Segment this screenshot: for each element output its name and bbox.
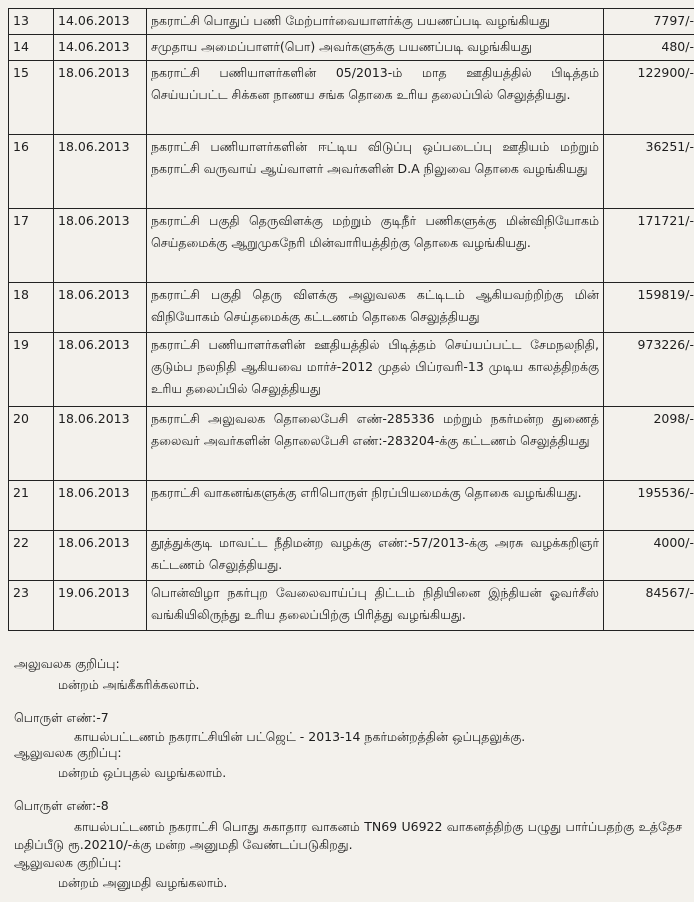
row-description: நகராட்சி பணியாளர்களின் 05/2013-ம் மாத ஊதியத்தில் பிடித்தம் செய்யப்பட்ட சிக்கன நாணய சங்க தொகை உரிய தலைப்பில் செலுத்தியது. xyxy=(147,61,604,135)
item-7-text: காயல்பட்டணம் நகராட்சியின் பட்ஜெட் - 2013-14 நகர்மன்றத்தின் ஒப்புதலுக்கு. xyxy=(74,729,526,744)
row-description: பொன்விழா நகர்புற வேலைவாய்ப்பு திட்டம் நிதியினை இந்தியன் ஓவர்சீஸ் வங்கியிலிருந்து உரிய தலைப்பிற்கு பிரித்து வழங்கியது. xyxy=(147,581,604,631)
row-number: 15 xyxy=(9,61,54,135)
row-description: தூத்துக்குடி மாவட்ட நீதிமன்ற வழக்கு எண்:-57/2013-க்கு அரசு வழக்கறிஞர் கட்டணம் செலுத்தியது. xyxy=(147,531,604,581)
table-row xyxy=(9,135,694,209)
row-date: 18.06.2013 xyxy=(54,333,147,407)
row-amount: 4000/- xyxy=(604,531,694,581)
table-row xyxy=(9,481,694,531)
row-number: 22 xyxy=(9,531,54,581)
row-description: நகராட்சி அலுவலக தொலைபேசி எண்-285336 மற்றும் நகர்மன்ற துணைத் தலைவர் அவர்களின் தொலைபேசி எண்:-283204-க்கு கட்டணம் செலுத்தியது xyxy=(147,407,604,481)
row-number: 14 xyxy=(9,35,54,61)
item-7-label: பொருள் எண்:-7 xyxy=(14,710,109,725)
row-description: நகராட்சி பகுதி தெரு விளக்கு அலுவலக கட்டிடம் ஆகியவற்றிற்கு மின் விநியோகம் செய்தமைக்கு கட்டணம் தொகை செலுத்தியது xyxy=(147,283,604,333)
table-row xyxy=(9,209,694,283)
row-number: 23 xyxy=(9,581,54,631)
row-date: 18.06.2013 xyxy=(54,61,147,135)
remark-label-2: ஆலுவலக குறிப்பு: xyxy=(14,745,122,760)
row-number: 20 xyxy=(9,407,54,481)
remark-text-3: மன்றம் அனுமதி வழங்கலாம். xyxy=(58,875,228,890)
expense-table-body xyxy=(9,9,694,631)
remark-text-1: மன்றம் அங்கீகரிக்கலாம். xyxy=(58,677,200,692)
row-amount: 122900/- xyxy=(604,61,694,135)
row-number: 21 xyxy=(9,481,54,531)
row-number: 16 xyxy=(9,135,54,209)
row-amount: 36251/- xyxy=(604,135,694,209)
row-date: 18.06.2013 xyxy=(54,209,147,283)
table-row xyxy=(9,283,694,333)
row-date: 18.06.2013 xyxy=(54,531,147,581)
table-row xyxy=(9,581,694,631)
row-description: நகராட்சி வாகனங்களுக்கு எரிபொருள் நிரப்பியமைக்கு தொகை வழங்கியது. xyxy=(147,481,604,531)
table-row xyxy=(9,9,694,35)
row-amount: 84567/- xyxy=(604,581,694,631)
row-amount: 973226/- xyxy=(604,333,694,407)
row-description: நகராட்சி பணியாளர்களின் ஊதியத்தில் பிடித்தம் செய்யப்பட்ட சேமநலநிதி, குடும்ப நலநிதி ஆகியவை மார்ச்-2012 முதல் பிப்ரவரி-13 முடிய காலத்திறக்கு உரிய தலைப்பில் செலுத்தியது xyxy=(147,333,604,407)
row-description: சமுதாய அமைப்பாளர்(பொ) அவர்களுக்கு பயணப்படி வழங்கியது xyxy=(147,35,604,61)
table-row xyxy=(9,35,694,61)
row-date: 18.06.2013 xyxy=(54,135,147,209)
row-amount: 480/- xyxy=(604,35,694,61)
row-date: 19.06.2013 xyxy=(54,581,147,631)
row-description: நகராட்சி பணியாளர்களின் ஈட்டிய விடுப்பு ஒப்படைப்பு ஊதியம் மற்றும் நகராட்சி வருவாய் ஆய்வாளர் அவர்களின் D.A நிலுவை தொகை வழங்கியது xyxy=(147,135,604,209)
row-amount: 195536/- xyxy=(604,481,694,531)
item-8-text: காயல்பட்டணம் நகராட்சி பொது சுகாதார வாகனம் TN69 U6922 வாகனத்திற்கு பழுது பார்ப்பதற்கு உத்தேச மதிப்பீடு ரூ.20210/-க்கு மன்ற அனுமதி வேண்டப்படுகிறது. xyxy=(14,819,682,852)
table-row xyxy=(9,333,694,407)
expense-table xyxy=(8,8,694,631)
table-row xyxy=(9,407,694,481)
row-amount: 171721/- xyxy=(604,209,694,283)
row-number: 17 xyxy=(9,209,54,283)
row-number: 13 xyxy=(9,9,54,35)
table-row xyxy=(9,61,694,135)
row-date: 18.06.2013 xyxy=(54,407,147,481)
row-amount: 2098/- xyxy=(604,407,694,481)
row-description: நகராட்சி பகுதி தெருவிளக்கு மற்றும் குடிநீர் பணிகளுக்கு மின்விநியோகம் செய்தமைக்கு ஆறுமுகநேரி மின்வாரியத்திற்கு தொகை வழங்கியது. xyxy=(147,209,604,283)
row-number: 19 xyxy=(9,333,54,407)
row-amount: 7797/- xyxy=(604,9,694,35)
row-date: 18.06.2013 xyxy=(54,481,147,531)
remark-text-2: மன்றம் ஒப்புதல் வழங்கலாம். xyxy=(58,765,227,780)
row-date: 14.06.2013 xyxy=(54,9,147,35)
row-description: நகராட்சி பொதுப் பணி மேற்பார்வையாளர்க்கு பயணப்படி வழங்கியது xyxy=(147,9,604,35)
row-date: 14.06.2013 xyxy=(54,35,147,61)
row-number: 18 xyxy=(9,283,54,333)
table-row xyxy=(9,531,694,581)
item-8-label: பொருள் எண்:-8 xyxy=(14,798,109,813)
row-amount: 159819/- xyxy=(604,283,694,333)
remark-label-1: அலுவலக குறிப்பு: xyxy=(14,656,120,671)
remark-label-3: ஆலுவலக குறிப்பு: xyxy=(14,855,122,870)
row-date: 18.06.2013 xyxy=(54,283,147,333)
